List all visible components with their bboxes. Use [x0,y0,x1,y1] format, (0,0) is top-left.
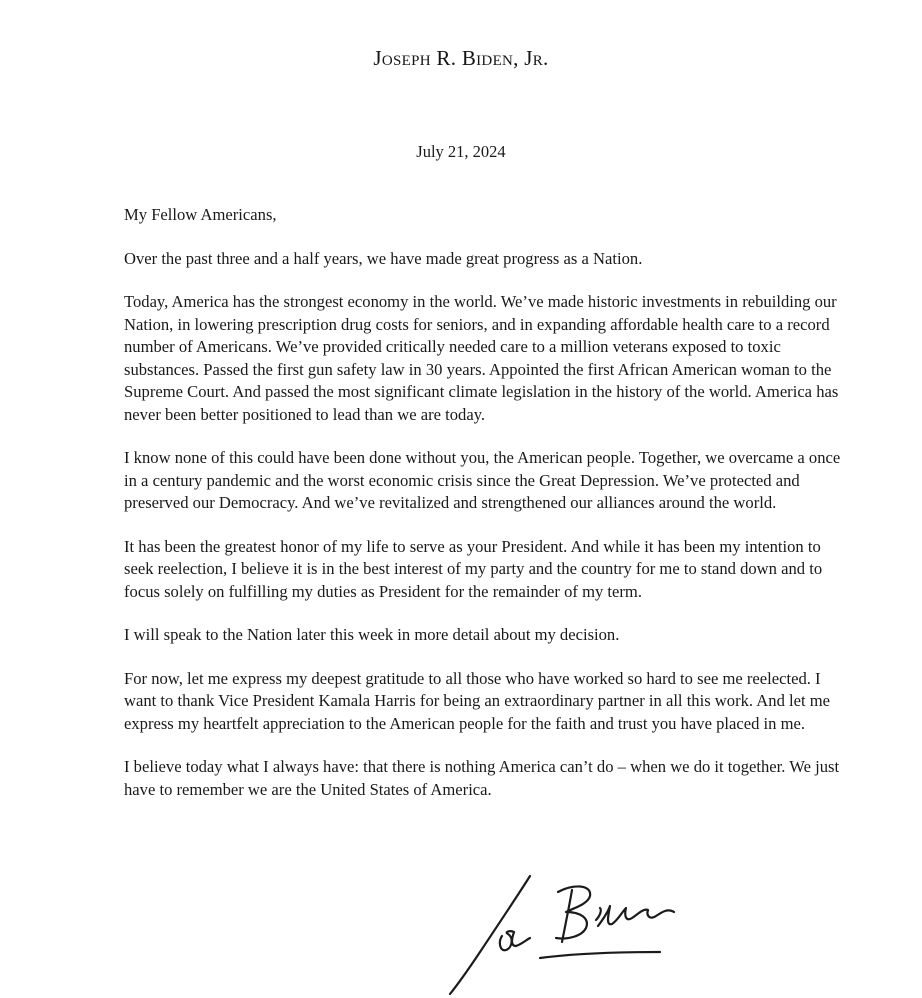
paragraph: I believe today what I always have: that there is nothing America can’t do – when we do it together. We just have to remember we are the United States of America. [124,757,840,799]
paragraph: It has been the greatest honor of my life to serve as your President. And while it has been my intention to seek reelection, I believe it is in the best interest of my party and the country for me to stand down and to focus solely on fulfilling my duties as President for the remainder of my term. [124,536,823,601]
paragraph: Today, America has the strongest economy in the world. We’ve made historic investments in rebuilding our Nation, in lowering prescription drug costs for seniors, and in expanding affordable health care to a record number of Americans. We’ve provided critically needed care to a million veterans exposed to toxic substances. Passed the first gun safety law in 30 years. Appointed the first African American woman to the Supreme Court. And passed the most significant climate legislation in the history of the world. America has never been better positioned to lead than we are today. [124,292,839,424]
salutation: My Fellow Americans, [124,205,277,224]
handwritten-signature [440,872,700,998]
paragraph: Over the past three and a half years, we have made great progress as a Nation. [124,248,643,268]
paragraph: I will speak to the Nation later this week in more detail about my decision. [124,625,620,644]
letterhead: Joseph R. Biden, Jr. [373,46,549,70]
paragraph: I know none of this could have been done without you, the American people. Together, we overcame a once in a century pandemic and the worst economic crisis since the Great Depression. We’ve protected and preserved our Democracy. And we’ve revitalized and strengthened our alliances around the world. [124,448,841,512]
letter-date: July 21, 2024 [416,142,506,161]
letter-body [124,204,844,822]
paragraph: For now, let me express my deepest gratitude to all those who have worked so hard to see me reelected. I want to thank Vice President Kamala Harris for being an extraordinary partner in all this work. And let me express my heartfelt appreciation to the American people for the faith and trust you have placed in me. [124,668,831,733]
